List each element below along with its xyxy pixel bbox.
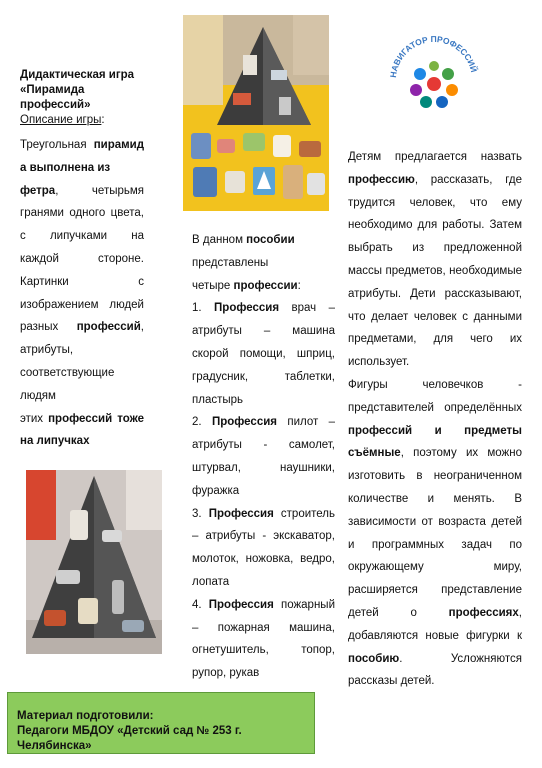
list-item: 2. Профессия пилот – атрибуты - самолет, штурвал, наушники, фуражка [192,416,335,497]
game-subtitle: Описание игры: [20,114,105,126]
logo-ring-text: НАВИГАТОР ПРОФЕССИЙ [387,33,480,79]
credits-box [7,692,315,754]
photo-pyramid-on-table [183,15,329,211]
list-item: 3. Профессия строитель – атрибуты - экскаватор, молоток, ножовка, ведро, лопата [192,507,335,588]
navigator-logo [382,28,486,132]
right-paragraph-1: Детям предлагается назвать профессию, рассказать, где трудится человек, что ему необходимо для работы. Затем выбрать из предложенной массы предметов, необходимые атрибуты. Дети рассказывают, что делает человек с данными предметами, для чего их использует. [348,151,522,369]
logo-image [382,28,486,132]
right-paragraph-2: Фигуры человечков - представителей определённых профессий и предметы съёмные, поэтому их можно изготовить в неограниченном количестве и менять. В зависимости от возраста детей и программных задач по окружающему миру, расширяется представление детей о профессиях, добавляются новые фигурки к пособию. Усложняются рассказы детей. [348,378,522,688]
credits-line-1: Материал подготовили: [17,710,154,722]
list-item: 1. Профессия врач – атрибуты – машина скорой помощи, шприц, градусник, таблетки, пластырь [192,302,335,406]
photo-pyramid-closeup [26,470,162,654]
left-description: Треугольная пирамид а выполнена из фетра, четырьмя гранями одного цвета, с липучками на каждой стороне. Картинки с изображением людей разных профессий, атрибуты, соответствующие людям этих профессий тоже на липучках [20,139,144,448]
credits-line-2: Педагоги МБДОУ «Детский сад № 253 г. Челябинска» [17,725,242,752]
left-column [20,64,144,453]
middle-intro: В данном пособии представлены четыре профессии: [192,234,301,292]
title-line-2: «Пирамида [20,84,85,96]
list-item: 4. Профессия пожарный – пожарная машина, огнетушитель, топор, рупор, рукав [192,598,335,680]
title-line-3: профессий» [20,99,91,111]
right-column [348,146,522,693]
pyramid-table-image [183,15,329,211]
subtitle-text: Описание игры [20,114,102,126]
game-title [20,68,144,113]
middle-column [192,229,335,685]
title-line-1: Дидактическая игра [20,69,135,81]
pyramid-closeup-image [26,470,162,654]
